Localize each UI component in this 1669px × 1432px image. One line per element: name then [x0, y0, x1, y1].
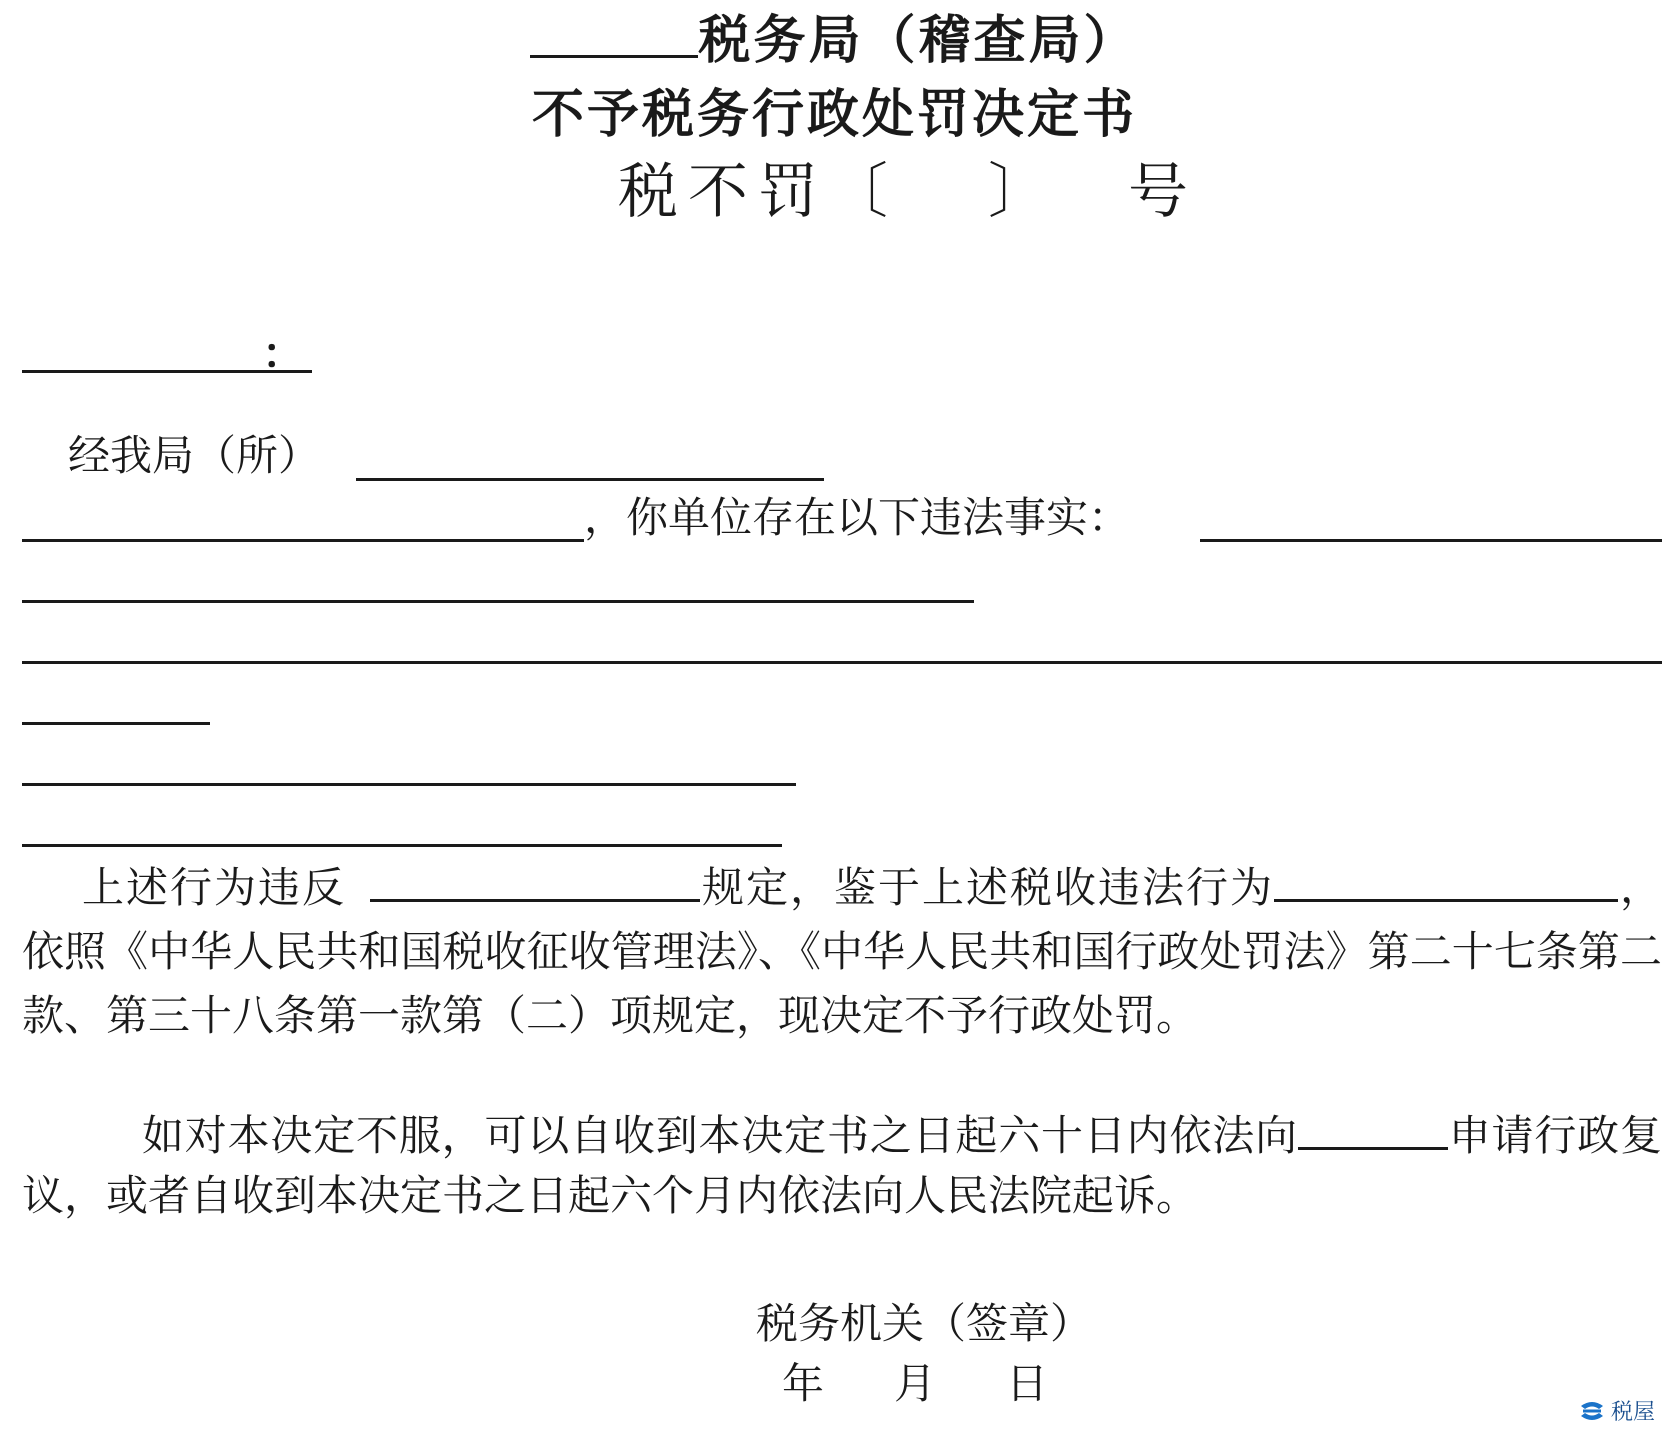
addressee-colon: ：	[262, 329, 305, 378]
document-title: 不予税务行政处罚决定书	[531, 85, 1137, 145]
inspection-blank[interactable]	[356, 478, 824, 481]
document-number	[618, 152, 1198, 232]
facts-blank-2[interactable]	[22, 600, 974, 603]
facts-blank-1[interactable]	[1200, 539, 1662, 542]
watermark	[1577, 1395, 1655, 1426]
watermark-text: 税屋	[1610, 1400, 1655, 1425]
para2-start: 如对本决定不服，可以自收到本决定书之日起六十日内依法向	[142, 1111, 1298, 1160]
facts-blank-6[interactable]	[22, 844, 782, 847]
doc-number-prefix: 税不罚〔	[618, 157, 898, 227]
violated-regulation-blank[interactable]	[370, 861, 700, 902]
facts-blank-4[interactable]	[22, 722, 210, 725]
agency-title-line	[0, 6, 1669, 76]
facts-intro: ，你单位存在以下违法事实：	[584, 493, 1131, 542]
para2-rest: 申请行政复议，或者自收到本决定书之日起六个月内依法向人民法院起诉。	[22, 1111, 1662, 1220]
appeal-paragraph	[22, 1106, 1662, 1226]
facts-blank-3[interactable]	[22, 661, 1662, 664]
inspection-detail-blank[interactable]	[22, 539, 584, 542]
decision-paragraph	[22, 856, 1662, 1048]
signing-authority: 税务机关（签章）	[756, 1299, 1093, 1348]
agency-title: 税务局（稽查局）	[698, 11, 1139, 71]
para1-rest: ，依照《中华人民共和国税收征收管理法》、《中华人民共和国行政处罚法》第二十七条第二款、第三十八条第一款第（二）项规定，现决定不予行政处罚。	[22, 863, 1662, 1040]
violation-tail-blank[interactable]	[1594, 861, 1618, 902]
agency-name-blank[interactable]	[530, 7, 698, 58]
para1-start: 上述行为违反	[82, 863, 346, 912]
doc-number-close: 〕	[988, 157, 1058, 227]
signing-date: 年 月 日	[782, 1359, 1063, 1408]
doc-number-suffix: 号	[1128, 157, 1198, 227]
shuiwu-logo-icon	[1577, 1400, 1607, 1422]
violation-description-blank[interactable]	[1274, 861, 1594, 902]
facts-blank-5[interactable]	[22, 783, 796, 786]
para1-regulation: 规定，鉴于上述税收违法行为	[700, 863, 1274, 912]
review-authority-blank[interactable]	[1298, 1109, 1448, 1150]
intro-label: 经我局（所）	[68, 431, 321, 480]
